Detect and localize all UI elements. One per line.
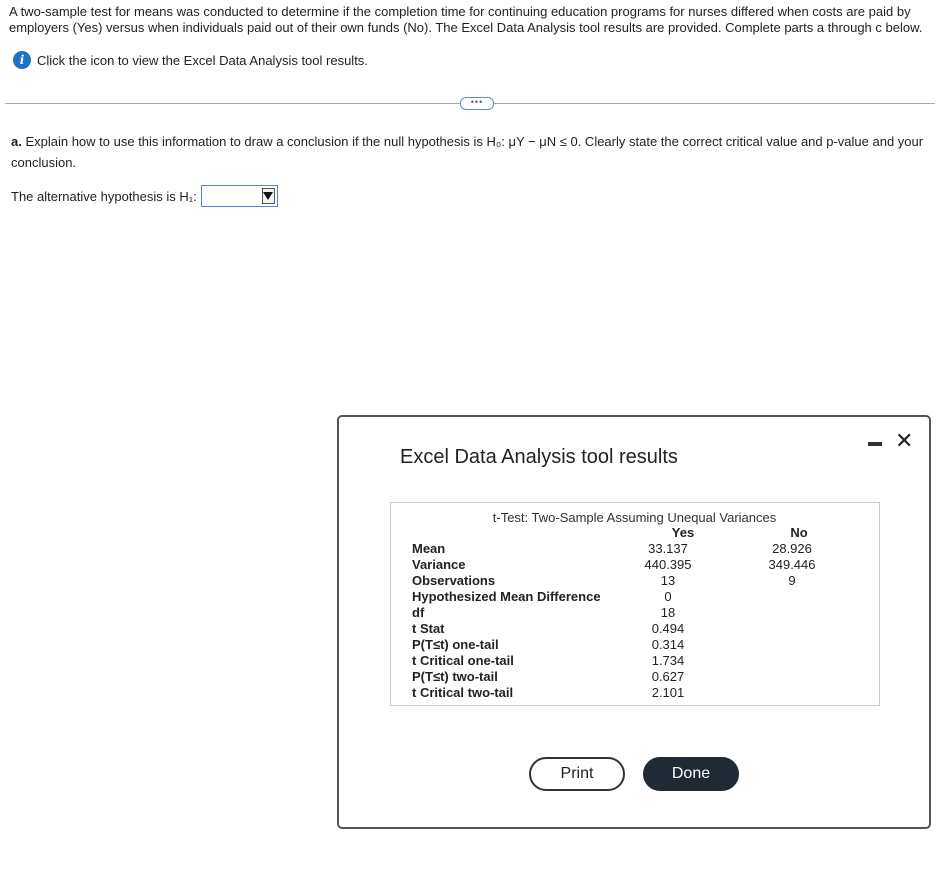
dropdown-arrow-icon	[262, 188, 275, 204]
table-title: t-Test: Two-Sample Assuming Unequal Variances	[492, 510, 777, 525]
problem-statement: A two-sample test for means was conducted to determine if the completion time for continuing education programs for nurses differed when costs are paid by employers (Yes) versus when individuals paid out of their own funds (No). The Excel Data Analysis tool results are provided. Complete parts a through c below.	[9, 4, 923, 35]
table-row-label: t Stat	[412, 621, 445, 636]
print-button[interactable]: Print	[529, 757, 625, 791]
results-table	[390, 502, 880, 706]
dialog-title: Excel Data Analysis tool results	[400, 446, 678, 468]
table-cell-yes: 18	[660, 605, 676, 620]
alt-hypothesis-dropdown[interactable]	[201, 185, 278, 207]
table-row-label: P(T≤t) one-tail	[412, 637, 499, 652]
table-cell-yes: 1.734	[651, 653, 685, 668]
close-icon[interactable]: ✕	[895, 429, 914, 454]
table-cell-no: 28.926	[772, 541, 812, 556]
column-header-yes: Yes	[671, 525, 695, 540]
excel-results-dialog	[337, 415, 931, 829]
alt-hypothesis-row	[11, 185, 278, 207]
done-button[interactable]: Done	[643, 757, 739, 791]
table-row-label: df	[412, 605, 425, 620]
table-cell-yes: 13	[660, 573, 676, 588]
expand-more-button[interactable]: •••	[460, 97, 494, 110]
column-header-no: No	[790, 525, 808, 540]
table-cell-yes: 0	[664, 589, 672, 604]
table-row-label: P(T≤t) two-tail	[412, 669, 498, 684]
table-cell-yes: 0.314	[651, 637, 685, 652]
table-cell-yes: 0.627	[651, 669, 685, 684]
info-row	[13, 51, 368, 69]
question-part-a	[11, 131, 926, 173]
table-row-label: Mean	[412, 541, 446, 556]
table-cell-no: 349.446	[768, 557, 816, 572]
info-link[interactable]: Click the icon to view the Excel Data Analysis tool results.	[37, 52, 368, 68]
table-cell-yes: 33.137	[648, 541, 688, 556]
table-row-label: t Critical two-tail	[412, 685, 514, 700]
question-text-after: Clearly state the correct critical value and p-value and your conclusion.	[11, 134, 924, 170]
table-row-label: Variance	[412, 557, 466, 572]
alt-hypothesis-label: The alternative hypothesis is H₁:	[11, 188, 197, 204]
question-text-before: Explain how to use this information to draw a conclusion if the null hypothesis is	[21, 134, 487, 149]
table-cell-no: 9	[788, 573, 796, 588]
info-icon[interactable]: i	[13, 51, 31, 69]
table-row-label: Hypothesized Mean Difference	[412, 589, 601, 604]
part-label: a.	[11, 134, 22, 149]
table-cell-yes: 0.494	[651, 621, 685, 636]
null-hypothesis: H₀: μY − μN ≤ 0.	[486, 134, 582, 149]
minimize-icon	[868, 442, 882, 446]
table-row-label: Observations	[412, 573, 496, 588]
table-cell-yes: 2.101	[651, 685, 685, 700]
table-cell-yes: 440.395	[644, 557, 692, 572]
table-row-label: t Critical one-tail	[412, 653, 514, 668]
